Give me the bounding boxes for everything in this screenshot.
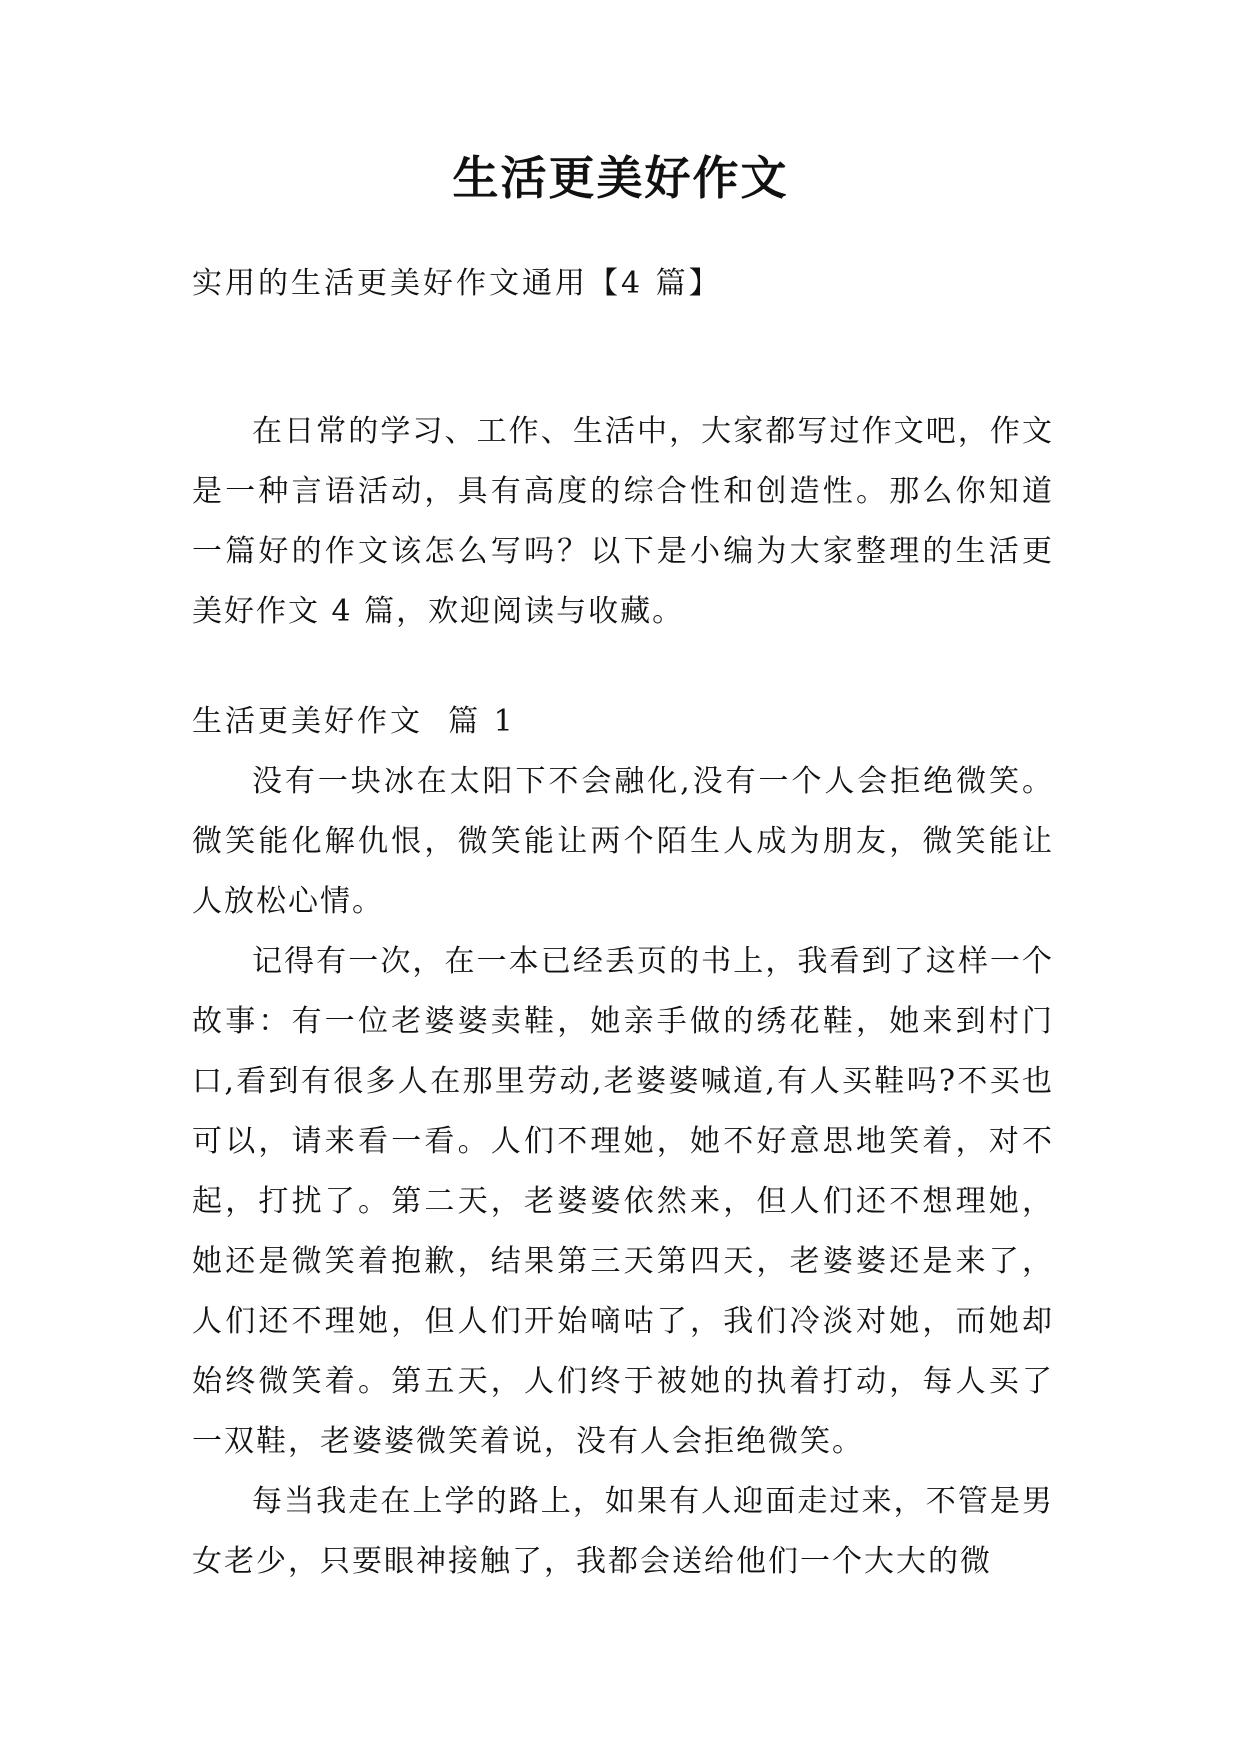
body-paragraph-3: 每当我走在上学的路上，如果有人迎面走过来，不管是男女老少，只要眼神接触了，我都会送给他们一个大大的微 — [192, 1484, 1054, 1579]
document-title: 生活更美好作文 — [452, 151, 789, 205]
section-heading: 生活更美好作文 篇 1 — [192, 704, 516, 739]
document-subtitle: 实用的生活更美好作文通用【4 篇】 — [192, 266, 722, 301]
intro-paragraph: 在日常的学习、工作、生活中，大家都写过作文吧，作文是一种言语活动，具有高度的综合性和创造性。那么你知道一篇好的作文该怎么写吗？以下是小编为大家整理的生活更美好作文 4 篇，欢迎阅读与收藏。 — [192, 414, 1054, 629]
body-paragraph-2: 记得有一次，在一本已经丢页的书上，我看到了这样一个故事：有一位老婆婆卖鞋，她亲手做的绣花鞋，她来到村门口,看到有很多人在那里劳动,老婆婆喊道,有人买鞋吗?不买也可以，请来看一看。人们不理她，她不好意思地笑着，对不起，打扰了。第二天，老婆婆依然来，但人们还不想理她，她还是微笑着抱歉，结果第三天第四天，老婆婆还是来了，人们还不理她，但人们开始嘀咕了，我们冷淡对她，而她却始终微笑着。第五天，人们终于被她的执着打动，每人买了一双鞋，老婆婆微笑着说，没有人会拒绝微笑。 — [192, 944, 1054, 1459]
body-paragraph-1: 没有一块冰在太阳下不会融化,没有一个人会拒绝微笑。微笑能化解仇恨，微笑能让两个陌生人成为朋友，微笑能让人放松心情。 — [192, 764, 1054, 919]
intro-paragraph-block — [192, 402, 1054, 642]
article-body — [192, 752, 1054, 1592]
